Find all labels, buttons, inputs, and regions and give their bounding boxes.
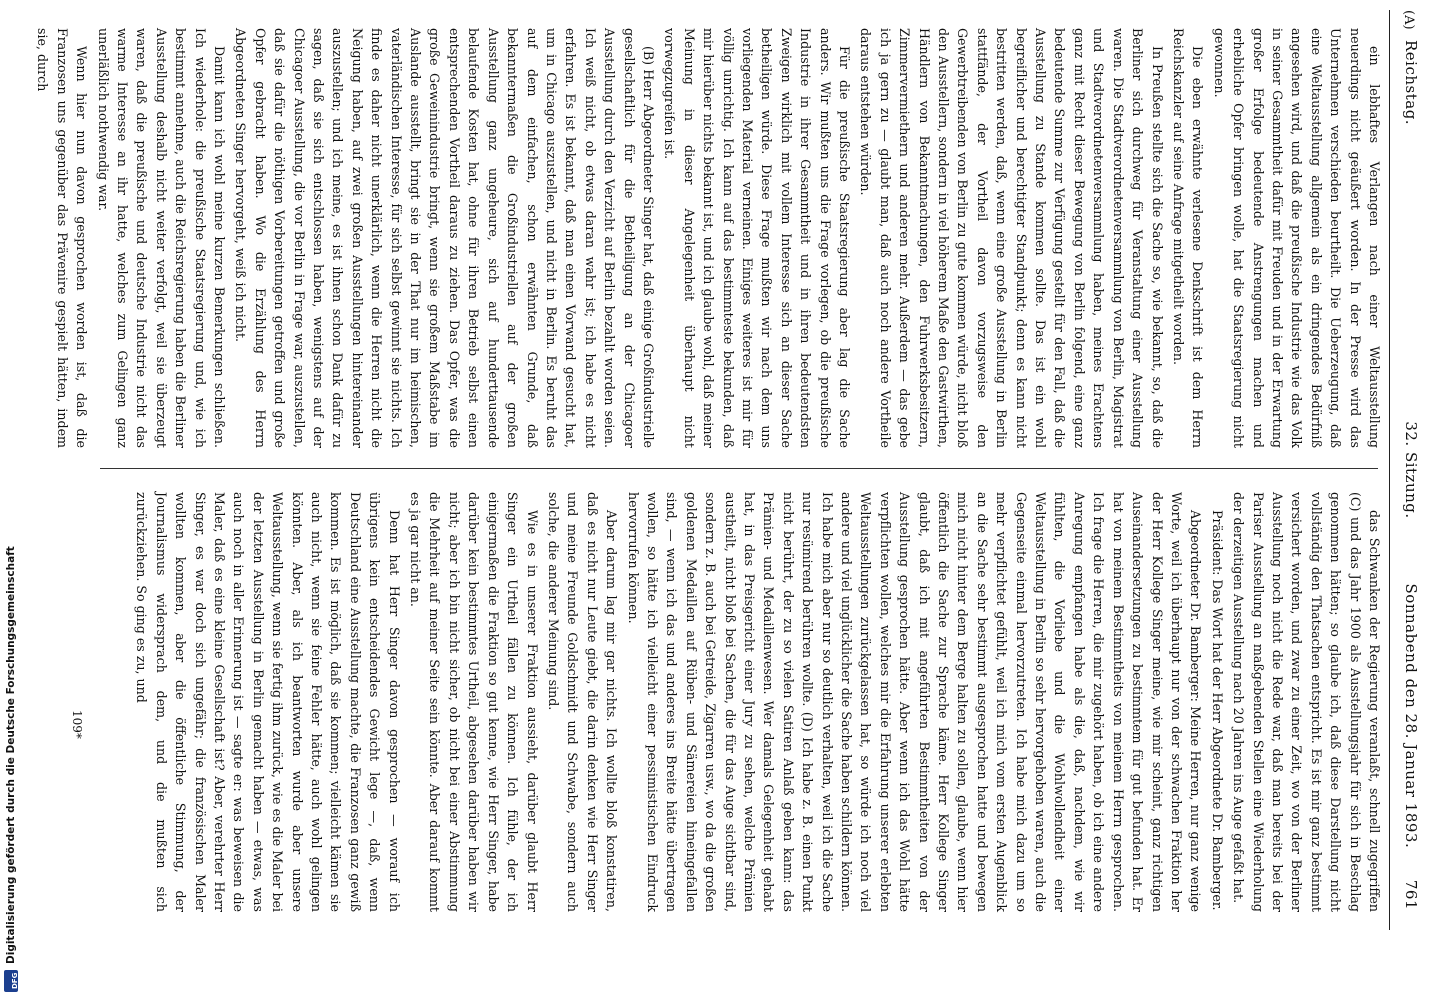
left-paragraph: Die eben erwähnte verlesene Denkschrift ist dem Herrn Reichskanzler auf seine Anfrage mitgetheilt worden. [1170, 28, 1206, 448]
page-number: 761 [1402, 879, 1420, 910]
signature-mark: 109* [70, 710, 84, 739]
header-center: 32. Sitzung. [1402, 421, 1420, 519]
right-paragraph: Aber darum lag mir gar nichts. Ich wollte bloß konstatiren, daß es nicht nur Leute giebt, die darin denken wie Herr Singer und meine Freunde Goldschmidt und Schwabe, sondern auch solche, die anderer Meinung sind. [545, 492, 620, 912]
left-paragraph: Damit kann ich wohl meine kurzen Bemerkungen schließen. Ich wiederhole: die preußische Staatsregierung und, wie ich bestimmt annehme, auch die Reichsregierung haben die Berliner Ausstellung deshalb nicht weiter verfolgt, weil sie überzeugt waren, daß die preußische und deutsche Industrie nicht das warme Interesse an ihr hatte, welches zum Gelingen ganz unerläßlich nothwendig war. [95, 28, 228, 448]
left-paragraph: ein lebhaftes Verlangen nach einer Weltausstellung neuerdings nicht geäußert worden. In der Presse wird das Unternehmen verschieden beurtheilt. Die Ueberzeugung, daß eine Weltausstellung allgemein als ein dringendes Bedürfniß angesehen wird, und daß die preußische Industrie wie das Volk in seiner Gesammtheit dafür mit Freuden und in der Erwartung großer Erfolge bedeutende Anstrengungen machen und erhebliche Opfer bringen wolle, hat die Staatsregierung nicht gewonnen. [1211, 28, 1382, 448]
right-paragraph: Wie es in unserer Fraktion aussieht, darüber glaubt Herr Singer ein Urtheil fällen zu können. Ich fühle, der ich einigermaßen die Fraktion so gut kenne, wie Herr Singer, habe darüber kein bestimmtes Urtheil, abgesehen darüber haben wir nicht; aber ich bin nicht sicher, ob nicht bei einer Abstimmung die Mehrheit auf meiner Seite sein könnte. Aber darauf kommt es ja gar nicht an. [408, 492, 540, 912]
header-date: Sonnabend den 28. Januar 1893. [1402, 583, 1420, 849]
right-paragraph: das Schwanken der Regierung veranlaßt, schnell zugegriffen (C) und das Jahr 1900 als Ausstellungsjahr für sich in Beschlag genommen hätten; so glaube ich, daß diese Darstellung nicht vollständig den Thatsachen entspricht. Es ist mir ganz bestimmt versichert worden, und zwar zu einer Zeit, wo von der Berliner Ausstellung noch nicht die Rede war, daß man bereits bei der Pariser Ausstellung an maßgebenden Stellen eine Wiederholung der derzeitigen Ausstellung nach 20 Jahren ins Auge gefaßt hat. [1231, 492, 1382, 912]
page-header [1389, 10, 1430, 930]
left-paragraph: Wenn hier nun davon gesprochen worden ist, daß die Franzosen uns gegenüber das Prävenire gespielt hätten, indem sie, durch [35, 28, 90, 448]
header-right [1402, 584, 1420, 910]
left-paragraph: Für die preußische Staatsregierung aber lag die Sache anders. Wir mußten uns die Frage vorlegen, ob die preußische Industrie in ihrer Gesammtheit und in ihren bedeutendsten Zweigen wirklich mit vollem Interesse sich an dieser Sache betheiligen würde. Diese Frage mußten wir nach dem uns vorliegenden Material verneinen. Einiges weiteres ist mir für völlig unrichtig. Ich kann auf das bestimmteste bekunden, daß mir hierüber nichts bekannt ist, und ich glaube wohl, daß meiner Meinung in dieser Angelegenheit überhaupt nicht vorwegzugreifen ist. [662, 28, 853, 448]
right-column [90, 492, 1384, 912]
left-paragraph: In Preußen stellte sich die Sache so, wie bekannt, so, daß die Berliner sich durchweg für Veranstaltung einer Ausstellung waren. Die Stadtverordnetenversammlung von Berlin, Magistrat und Stadtverordnetenversammlung haben, meines Erachtens ganz mit Recht dieser Bewegung von Berlin folgend, eine ganz bedeutende Summe zur Verfügung gestellt für den Fall, daß die Ausstellung zu Stande kommen sollte. Das ist ein wohl begreiflicher und berechtigter Standpunkt; denn es kann nicht bestritten werden, daß, wenn eine große Ausstellung in Berlin stattfände, der Vortheil davon vorzugsweise den Gewerbtreibenden von Berlin zu gute kommen würde, nicht bloß den Ausstellern, sondern in viel höherem Maße den Gastwirthen, Händlern von Bekanntmachungen, den Fuhrwerksbesitzern, Zimmervermiethern und anderen mehr. Außerdem — das gebe ich ja gern zu — glaubt man, daß auch noch andere Vortheile daraus entstehen würden. [858, 28, 1165, 448]
credit-text: Digitalisierung gefördert durch die Deutsche Forschungsgemeinschaft [5, 546, 17, 964]
right-paragraph: Präsident: Das Wort hat der Herr Abgeordnete Dr. Bamberger. [1209, 510, 1225, 911]
left-paragraph: (B) Herr Abgeordneter Singer hat, daß einige Großindustrielle gesellschaftlich für die Betheiligung an der Chicagoer Ausstellung durch den Verzicht auf Berlin bezahlt worden seien. Ich weiß nicht, ob etwas daran wahr ist; ich habe es nicht erfahren. Es ist bekannt, daß man einen Vorwand gesucht hat, um in Chicago auszustellen, und nicht in Berlin. Es beruht das auf dem einfachen, schon erwähnten Grunde, daß bekanntermaßen die Großindustriellen auf der großen Ausstellung ganz ungeheure, sich auf hunderttausende belaufende Kosten hat, ohne für ihren Betrieb selbst einen entsprechenden Vortheil daraus zu ziehen. Das Opfer, was die große Geweinindustrie bringt, wenn sie großem Maßstabe im Auslande ausstellt, bringt sie in der That nur im heimischen, vaterländischen Interesse, für sich selbst gewinnt sie nichts. Ich finde es daher nicht unerklärlich, wenn die Herren nicht die Neigung haben, auf zwei großen Ausstellungen hintereinander auszustellen; und ich meine, es ist ihnen schon Dank dafür zu sagen, daß sie sich entschlossen haben, wenigstens auf der Chicagoer Ausstellung, die vor Berlin in Frage war, auszustellen, daß sie dafür die nöthigen Vorbereitungen getroffen und große Opfer gebracht haben. Wo die Erzählung des Herrn Abgeordneten Singer hervorgeht, weiß ich nicht. [233, 28, 656, 448]
column-divider [100, 468, 1378, 469]
dfg-logo-icon: DFG [4, 970, 18, 992]
marker-a: (A) [1401, 10, 1416, 30]
rotated-document-page [35, 10, 1430, 930]
header-left: Reichstag. [1402, 40, 1420, 126]
digitization-sidebar [0, 0, 22, 1000]
right-paragraph: Abgeordneter Dr. Bamberger: Meine Herren, nur ganz wenige Worte, weil ich überhaupt nur von der schwachen Fraktion her der Herr Kollege Singer meine, wie mir scheint, ganz richtigen Auseinandersetzungen zu bestimmtem für gut befunden hat. Er hat von meinem Bestimmtheits von meinem Herrn gesprochen. Ich frage die Herren, die mir zugehört haben, ob ich eine andere Anregung empfangen habe als die, daß, nachdem, wie wir fühlten, die Vorliebe und die Wohlwollendheit einer Weltausstellung in Berlin so sehr hervorgehoben waren, auch die Gegenseite einmal hervorzutreten. Ich habe mich dazu um so mehr verpflichtet gefühlt, weil ich mich vom ersten Augenblick an die Sache sehr bestimmt ausgesprochen hatte und bewegen mich nicht hinter dem Berge halten zu sollen, glaube, wenn hier öffentlich die Sache zur Sprache käme. Herr Kollege Singer glaubt, daß ich mit angeführten Bestimmtheiten von der Ausstellung gesprochen hätte. Aber wenn ich das Wohl hätte verpflichten wollen, welches mir die Erfahrung unserer erlebten Weltausstellungen zurückgelassen hat, so würde ich noch viel andere und viel unglücklicher die Sache haben schildern können. Ich habe mich aber nur so deutlich verhalten, weil ich die Sache nur resümirend berühren wollte. (D) Ich habe z. B. einen Punkt nicht berührt, der zu so vielen Satiren Anlaß geben kann: das Prämien- und Medaillenwesen. Wer damals Gelegenheit gehabt hat, in das Preisgericht einer Jury zu sehen, welche Prämien austheilt, nicht bloß bei Sachen, die für das Auge sichtbar sind, sondern z. B. auch bei Getreide, Zigarren usw., wo da die großen goldenen Medaillen auf Rüben- und Sämereien hineingefallen sind, — wenn ich das und anderes ins Breite hätte übertragen wollen, so hätte ich vielleicht einer pessimistischen Eindruck hervorrufen können. [625, 492, 1204, 912]
right-paragraph: Denn hat Herr Singer davon gesprochen — worauf ich übrigens kein entscheidendes Gewicht lege —, daß, wenn Deutschland eine Ausstellung machte, die Franzosen ganz gewiß kommen. Es ist möglich, daß sie kommen; vielleicht kämen sie auch nicht, wenn sie feine Fehler hätte, auch wohl gelingen könnten. Aber, als ich beantworten wurde aber unsere Weltausstellung, wenn sie fertig ihm zurück, wie es die Maler bei der letzten Ausstellung in Berlin gemacht haben — etwas, was auch noch in aller Erinnerung ist — sagte er: was beweisen die Maler, daß es eine kleine Gesellschaft ist? Aber, verehrter Herr Singer, es war doch sich ungefähr; die französischen Maler wollten kommen, aber die öffentliche Stimmung, der Journalismus widersprach dem, und die mußten sich zurückziehen. So ging es zu, und [134, 492, 402, 912]
left-column [35, 28, 1384, 448]
digitization-credit [2, 32, 20, 992]
